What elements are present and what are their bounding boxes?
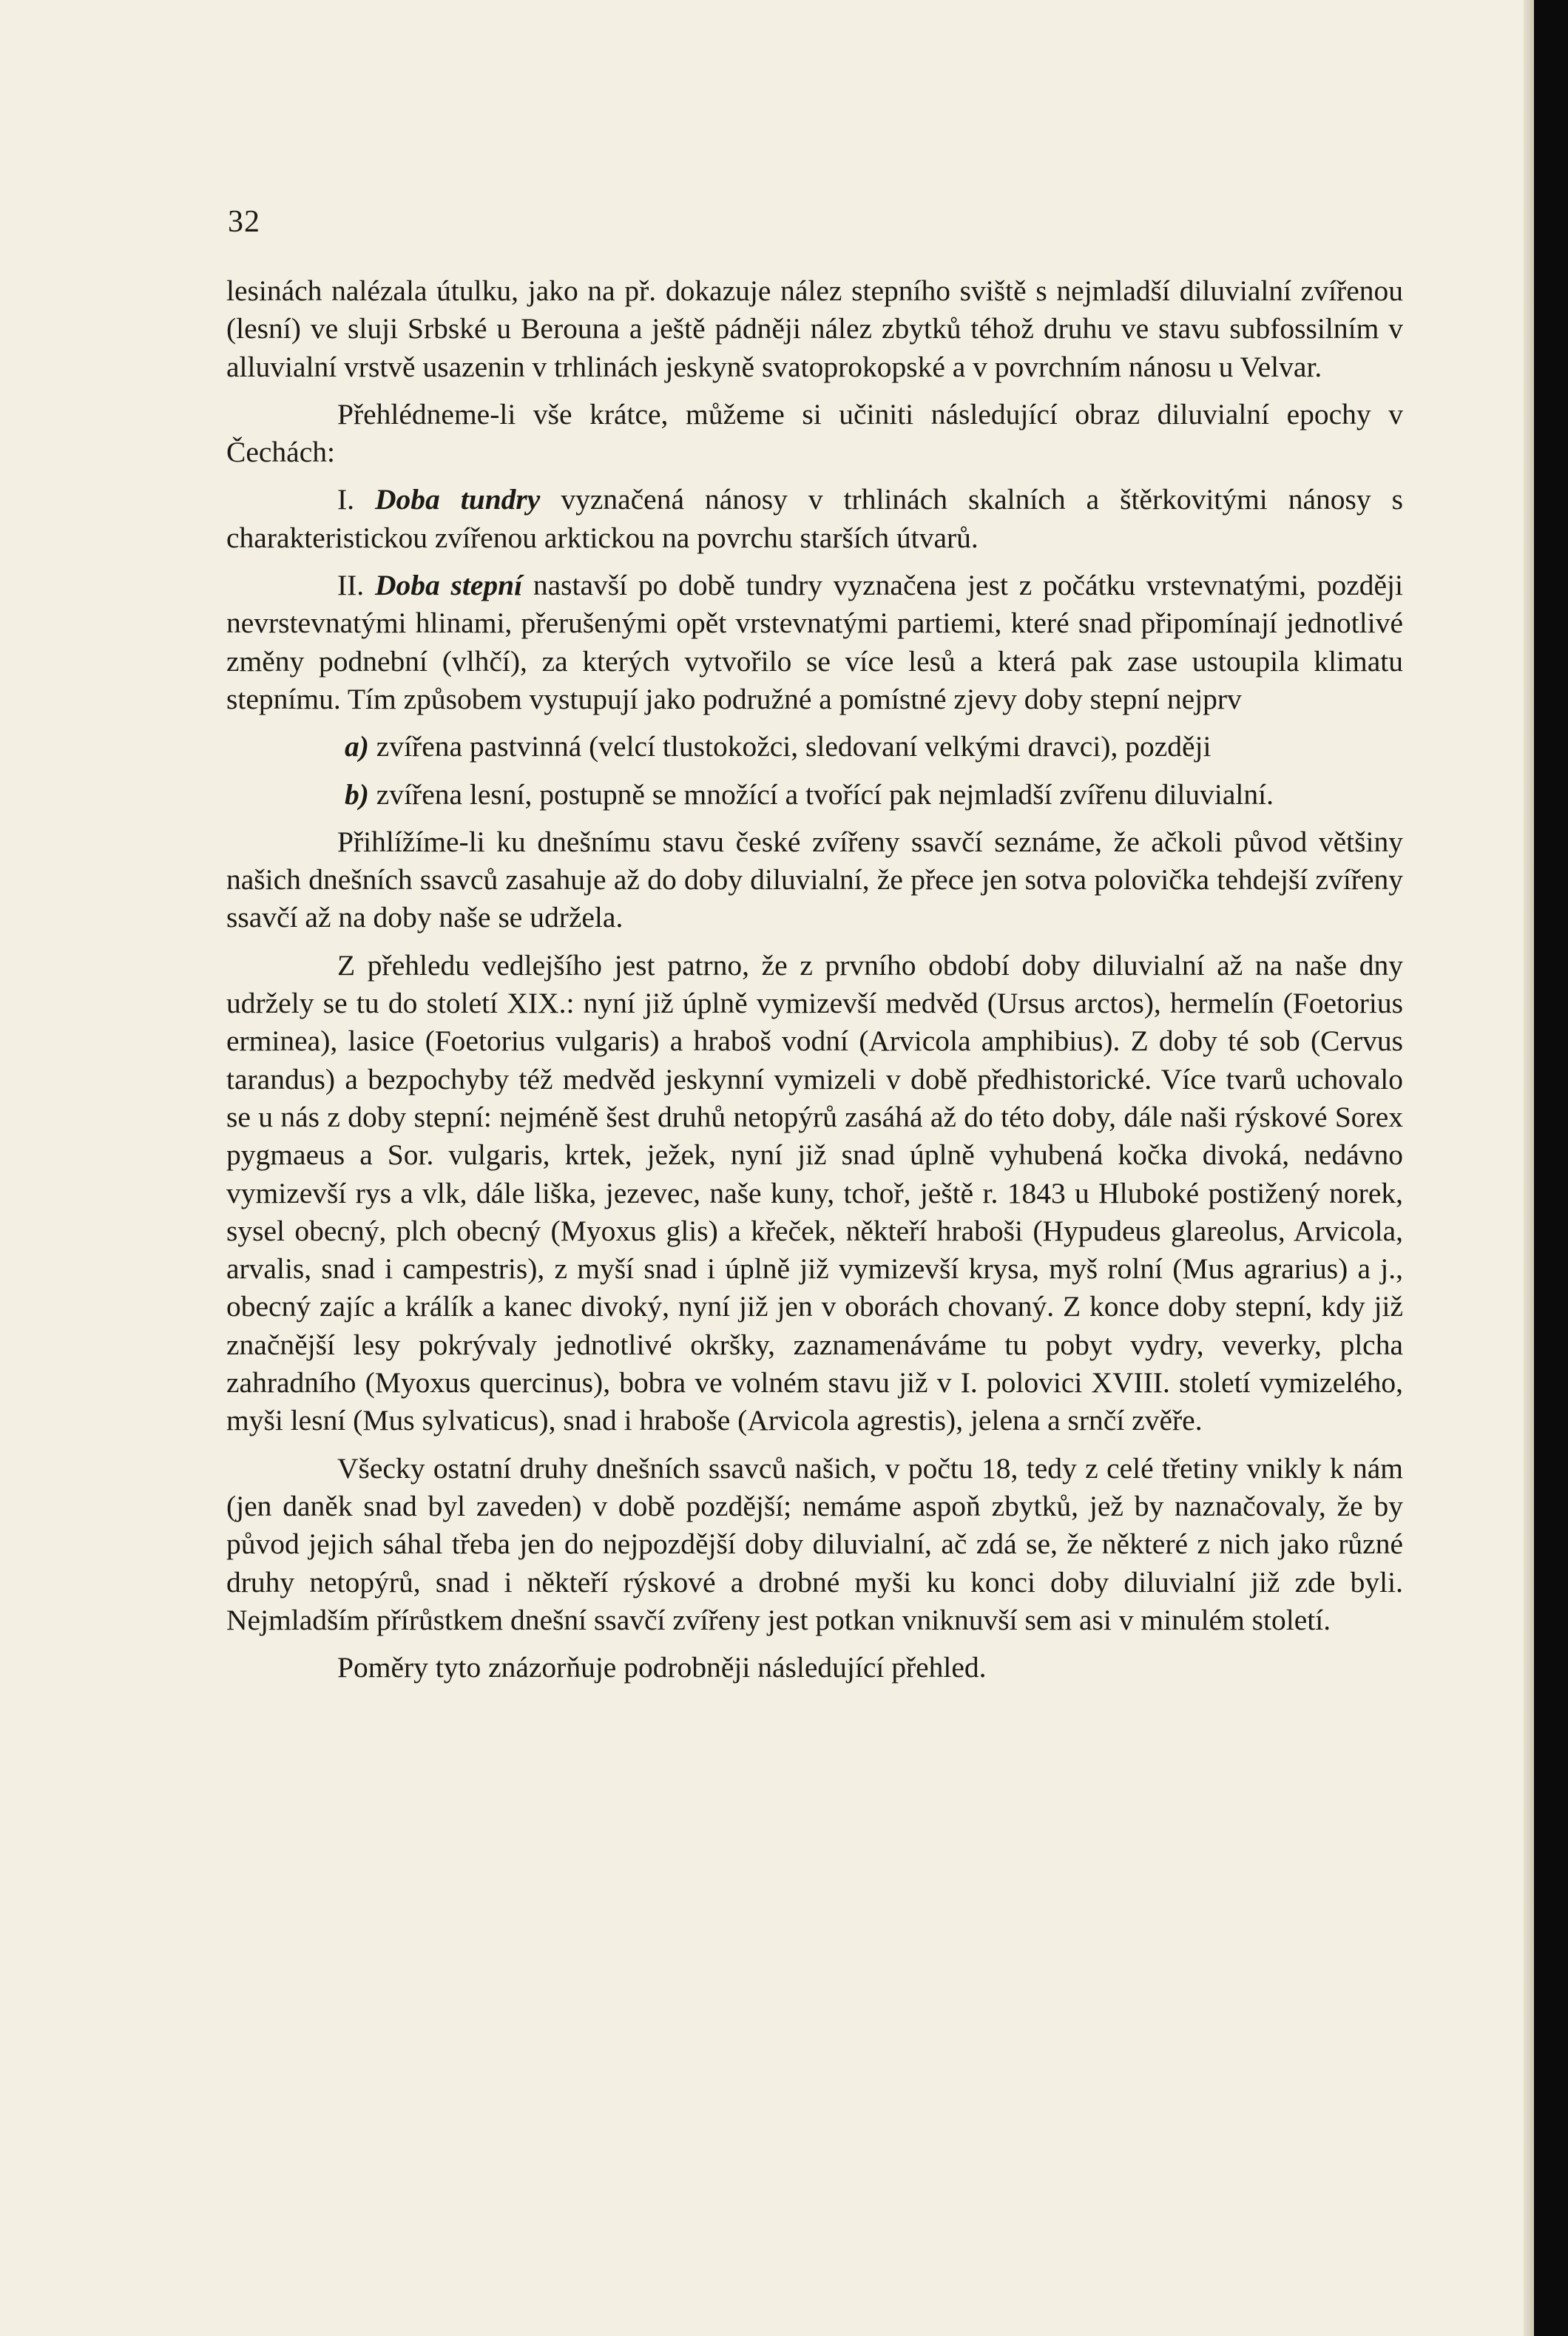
paragraph-1: lesinách nalézala útulku, jako na př. dokazuje nález stepního sviště s nejmladší diluvialní zvířenou (lesní) ve sluji Srbské u Berouna a ještě pádněji nález zbytků téhož druhu ve stavu subfossilním v alluvialní vrstvě usazenin v trhlinách jeskyně svatoprokopské a v povrchním nánosu u Velvar. (226, 274, 1403, 383)
list-item-a: a) zvířena pastvinná (velcí tlustokožci, sledovaní velkými dravci), později (345, 730, 1212, 763)
paragraph-stepni: II. Doba stepní nastavší po době tundry vyznačena jest z počátku vrstevnatými, později nevrstevnatými hlinami, přerušenými opět vrstevnatými partiemi, které snad připomínají jednotlivé změny podnební (vlhčí), za kterých vytvořilo se více lesů a která pak zase ustoupila klimatu stepnímu. Tím způsobem vystupují jako podružné a pomístné zjevy doby stepní nejprv (226, 569, 1403, 715)
list-marker-b: b) (345, 777, 369, 811)
paragraph-2: Přehlédneme-li vše krátce, můžeme si učiniti následující obraz diluvialní epochy v Čechách: (226, 397, 1403, 469)
paragraph-10: Poměry tyto znázorňuje podrobněji následující přehled. (337, 1651, 987, 1684)
paragraph-tundra: I. Doba tundry vyznačená nánosy v trhlinách skalních a štěrkovitými nánosy s charakteristickou zvířenou arktickou na povrchu starších útvarů. (226, 483, 1404, 554)
list-item-b: b) zvířena lesní, postupně se množící a tvořící pak nejmladší zvířenu diluvialní. (345, 777, 1274, 811)
paragraph-7: Přihlížíme-li ku dnešnímu stavu české zvířeny ssavčí seznáme, že ačkoli původ většiny našich dnešních ssavců zasahuje až do doby diluvialní, že přece jen sotva polovička tehdejší zvířeny ssavčí až na doby naše se udržela. (226, 825, 1403, 934)
paragraph-9: Všecky ostatní druhy dnešních ssavců našich, v počtu 18, tedy z celé třetiny vnikly k nám (jen daněk snad byl zaveden) v době pozdější; nemáme aspoň zbytků, jež by naznačovaly, že by původ jejich sáhal třeba jen do nejpozdější doby diluvialní, ač zdá se, že některé z nich jako různé druhy netopýrů, snad i někteří rýskové a drobné myši ku konci doby diluvialní již zde byli. Nejmladším přírůstkem dnešní ssavčí zvířeny jest potkan vniknuvší sem asi v minulém století. (226, 1451, 1403, 1636)
term-doba-stepni: Doba stepní (374, 569, 523, 602)
page-number: 32 (228, 205, 260, 239)
term-doba-tundry: Doba tundry (375, 483, 541, 516)
list-marker-a: a) (345, 730, 369, 763)
paragraph-8: Z přehledu vedlejšího jest patrno, že z prvního období doby diluvialní až na naše dny udržely se tu do století XIX.: nyní již úplně vymizevší medvěd (Ursus arctos), hermelín (Foetorius erminea), lasice (Foetorius vulgaris) a hraboš vodní (Arvicola amphibius). Z doby té sob (Cervus tarandus) a bezpochyby též medvěd jeskynní vymizeli v době předhistorické. Více tvarů uchovalo se u nás z doby stepní: nejméně šest druhů netopýrů zasáhá až do této doby, dále naši rýskové Sorex pygmaeus a Sor. vulgaris, krtek, ježek, nyní již snad úplně vyhubená kočka divoká, nedávno vymizevší rys a vlk, dále liška, jezevec, naše kuny, tchoř, ještě r. 1843 u Hluboké postižený norek, sysel obecný, plch obecný (Myoxus glis) a křeček, někteří hraboši (Hypudeus glareolus, Arvicola, arvalis, snad i campestris), z myší snad i úplně již vymizevší krysa, myš rolní (Mus agrarius) a j., obecný zajíc a králík a kanec divoký, nyní již jen v oborách chovaný. Z konce doby stepní, kdy již značnější lesy pokrývaly jednotlivé okršky, zaznamenáváme tu pobyt vydry, veverky, plcha zahradního (Myoxus quercinus), bobra ve volném stavu již v I. polovici XVIII. století vymizelého, myši lesní (Mus sylvaticus), snad i hraboše (Arvicola agrestis), jelena a srnčí zvěře. (226, 948, 1403, 1437)
body-text (226, 272, 1403, 1696)
